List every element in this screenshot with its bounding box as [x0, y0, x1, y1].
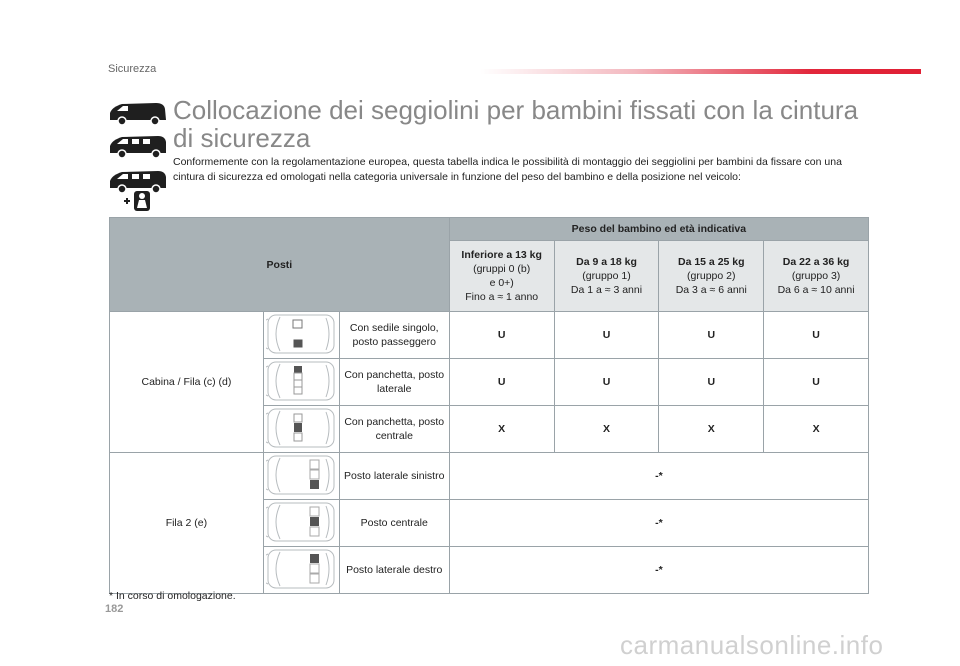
intro-paragraph: Conformemente con la regolamentazione europea, questa tabella indica le possibilità di montaggio dei seggiolini per bambini da fissare con una cintura di sicurezza ed omologati nella categoria universale in funzione del peso del bambino e della posizione nel veicolo:	[173, 156, 842, 183]
seat-description: Con panchetta, posto laterale	[339, 359, 449, 406]
value-cell: U	[659, 359, 764, 406]
seat-description: Con panchetta, posto centrale	[339, 406, 449, 453]
value-cell: X	[659, 406, 764, 453]
child-seat-table	[109, 217, 869, 594]
accent-bar	[480, 69, 921, 74]
car-row2-center-icon	[266, 501, 336, 543]
weight-header-2: Da 15 a 25 kg (gruppo 2) Da 3 a ≈ 6 anni	[659, 241, 764, 312]
value-cell: U	[764, 359, 869, 406]
seat-diagram-cell	[263, 406, 339, 453]
seat-diagram-cell	[263, 312, 339, 359]
seat-description: Posto laterale destro	[339, 547, 449, 594]
seat-diagram-cell	[263, 453, 339, 500]
car-row2-left-icon	[266, 454, 336, 496]
value-cell: U	[449, 312, 554, 359]
value-cell: X	[449, 406, 554, 453]
seat-description: Posto laterale sinistro	[339, 453, 449, 500]
seat-diagram-cell	[263, 500, 339, 547]
seat-diagram-cell	[263, 547, 339, 594]
group-label-fila2: Fila 2 (e)	[110, 453, 264, 594]
page-number: 182	[105, 603, 124, 615]
seat-description: Posto centrale	[339, 500, 449, 547]
seat-diagram-cell	[263, 359, 339, 406]
value-cell: X	[764, 406, 869, 453]
seat-description: Con sedile singolo, posto passeggero	[339, 312, 449, 359]
merged-value-cell: -*	[449, 500, 868, 547]
weight-header-0: Inferiore a 13 kg (gruppi 0 (b) e 0+) Fino a ≈ 1 anno	[449, 241, 554, 312]
car-bench-center-icon	[266, 407, 336, 449]
footnote: * In corso di omologazione.	[109, 590, 236, 602]
value-cell: U	[554, 312, 659, 359]
peso-header: Peso del bambino ed età indicativa	[449, 218, 868, 241]
child-seat-icon	[122, 190, 154, 212]
van-medium-icon	[108, 133, 168, 159]
value-cell: U	[554, 359, 659, 406]
watermark: carmanualsonline.info	[620, 630, 884, 660]
table-row	[110, 312, 869, 359]
weight-header-3: Da 22 a 36 kg (gruppo 3) Da 6 a ≈ 10 anni	[764, 241, 869, 312]
table-row	[110, 453, 869, 500]
car-seat-single-passenger-icon	[266, 313, 336, 355]
van-short-icon	[108, 100, 168, 126]
group-label-cabina: Cabina / Fila (c) (d)	[110, 312, 264, 453]
merged-value-cell: -*	[449, 453, 868, 500]
page-title: Collocazione dei seggiolini per bambini fissati con la cintura di sicurezza	[173, 95, 859, 153]
value-cell: U	[659, 312, 764, 359]
posti-header: Posti	[110, 218, 450, 312]
section-label: Sicurezza	[108, 63, 157, 75]
value-cell: U	[449, 359, 554, 406]
value-cell: U	[764, 312, 869, 359]
car-row2-right-icon	[266, 548, 336, 590]
weight-header-1: Da 9 a 18 kg (gruppo 1) Da 1 a ≈ 3 anni	[554, 241, 659, 312]
car-bench-side-icon	[266, 360, 336, 402]
merged-value-cell: -*	[449, 547, 868, 594]
value-cell: X	[554, 406, 659, 453]
